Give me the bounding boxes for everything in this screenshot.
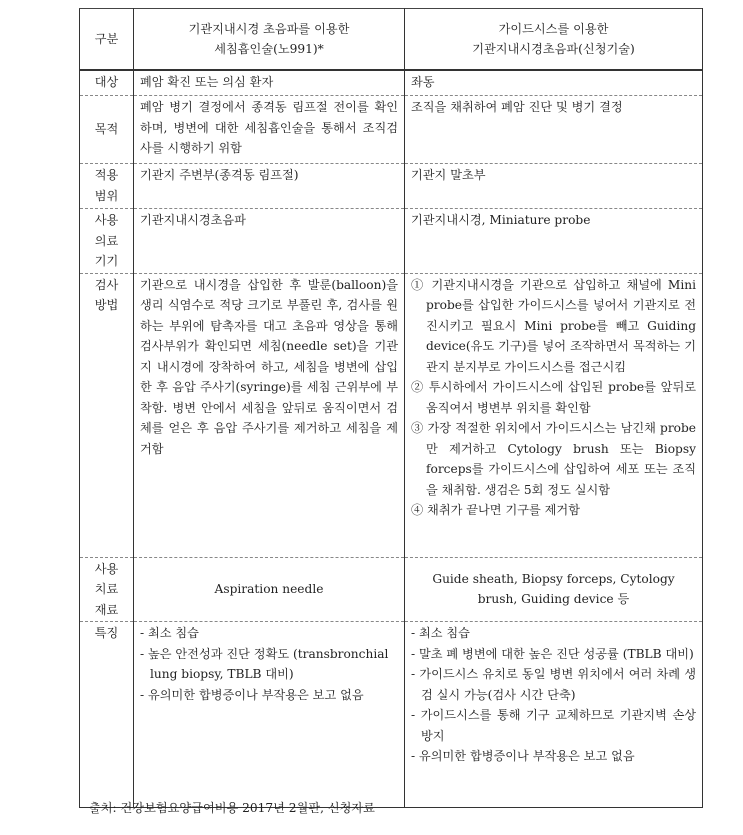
feature-item: - 최소 침습 bbox=[411, 626, 470, 640]
table-row-medical-device bbox=[80, 209, 703, 274]
cell-col2 bbox=[405, 273, 703, 557]
table-row-features bbox=[80, 622, 703, 808]
header-col1-line2: 세침흡인술(노991)* bbox=[214, 42, 324, 56]
header-col1 bbox=[134, 9, 405, 71]
table-header-row bbox=[80, 9, 703, 71]
feature-list-col1 bbox=[140, 623, 398, 705]
cell-col2 bbox=[405, 622, 703, 808]
method-step: ② 투시하에서 가이드시스에 삽입된 probe를 앞뒤로 움직여서 병변부 위치를 확인함 bbox=[411, 380, 696, 415]
row-label: 대상 bbox=[80, 70, 134, 96]
header-col2 bbox=[405, 9, 703, 71]
feature-item: - 유의미한 합병증이나 부작용은 보고 없음 bbox=[411, 749, 635, 763]
method-steps bbox=[411, 275, 696, 521]
row-label: 사용 의료 기기 bbox=[80, 209, 134, 274]
feature-item: - 가이드시스를 통해 기구 교체하므로 기관지벽 손상 방지 bbox=[411, 708, 696, 743]
cell-col1: 기관으로 내시경을 삽입한 후 발룬(balloon)을 생리 식염수로 적당 크기로 부풀린 후, 검사를 원하는 부위에 탐촉자를 대고 초음파 영상을 통해 검사부위가 확인되면 세침(needle set)을 기관지 내시경에 장착하여 하고, 세침을 병변에 삽입한 후 음압 주사기(syringe)를 세침 근위부에 부착함. 병변 안에서 세침을 앞뒤로 움직이면서 검체를 얻은 후 음압 주사기를 제거하고 세침을 제거함 bbox=[134, 273, 405, 557]
header-category: 구분 bbox=[80, 9, 134, 71]
row-label: 검사 방법 bbox=[80, 273, 134, 557]
feature-item: - 가이드시스 유치로 동일 병변 위치에서 여러 차례 생검 실시 가능(검사 시간 단축) bbox=[411, 667, 696, 702]
table-row-method bbox=[80, 273, 703, 557]
cell-col1: 폐암 병기 결정에서 종격동 림프절 전이를 확인하며, 병변에 대한 세침흡인술을 통해서 조직검사를 시행하기 위함 bbox=[134, 96, 405, 164]
cell-col2: 기관지내시경, Miniature probe bbox=[405, 209, 703, 274]
header-col2-line1: 가이드시스를 이용한 bbox=[498, 21, 609, 36]
feature-item: - 최소 침습 bbox=[140, 626, 199, 640]
cell-col1: Aspiration needle bbox=[134, 557, 405, 622]
row-label: 적용 범위 bbox=[80, 164, 134, 209]
row-label: 특징 bbox=[80, 622, 134, 808]
source-note: 출처: 건강보험요양급여비용 2017년 2월판, 신청자료 bbox=[89, 801, 375, 815]
method-step: ④ 채취가 끝나면 기구를 제거함 bbox=[411, 503, 580, 517]
cell-col1: 폐암 확진 또는 의심 환자 bbox=[134, 70, 405, 96]
table-row-scope bbox=[80, 164, 703, 209]
method-step: ③ 가장 적절한 위치에서 가이드시스는 남긴채 probe만 제거하고 Cytology brush 또는 Biopsy forceps를 가이드시스에 삽입하여 세포 또는 조직을 채취함. 생검은 5회 정도 실시함 bbox=[411, 421, 696, 497]
row-label: 목적 bbox=[80, 96, 134, 164]
header-col1-line1: 기관지내시경 초음파를 이용한 bbox=[188, 21, 350, 36]
cell-col2: 좌동 bbox=[405, 70, 703, 96]
table-row-target bbox=[80, 70, 703, 96]
cell-col2: 기관지 말초부 bbox=[405, 164, 703, 209]
feature-list-col2 bbox=[411, 623, 696, 767]
method-step: ① 기관지내시경을 기관으로 삽입하고 채널에 Mini probe를 삽입한 가이드시스를 넣어서 기관지로 전진시키고 필요시 Mini probe를 빼고 Guiding device(유도 기구)를 넣어 조작하면서 목적하는 기관지 분지부로 가이드시스를 접근시킴 bbox=[411, 277, 696, 374]
row-label: 사용 치료 재료 bbox=[80, 557, 134, 622]
header-col2-line2: 기관지내시경초음파(신청기술) bbox=[472, 42, 635, 56]
feature-item: - 말초 폐 병변에 대한 높은 진단 성공률 (TBLB 대비) bbox=[411, 646, 694, 661]
cell-col2: Guide sheath, Biopsy forceps, Cytology brush, Guiding device 등 bbox=[405, 557, 703, 622]
feature-item: - 높은 안전성과 진단 정확도 (transbronchial lung biopsy, TBLB 대비) bbox=[140, 646, 389, 681]
table-row-purpose bbox=[80, 96, 703, 164]
table-row-material bbox=[80, 557, 703, 622]
feature-item: - 유의미한 합병증이나 부작용은 보고 없음 bbox=[140, 687, 364, 702]
comparison-table bbox=[79, 8, 703, 808]
cell-col1: 기관지 주변부(종격동 림프절) bbox=[134, 164, 405, 209]
cell-col1: 기관지내시경초음파 bbox=[134, 209, 405, 274]
cell-col1 bbox=[134, 622, 405, 808]
cell-col2: 조직을 채취하여 폐암 진단 및 병기 결정 bbox=[405, 96, 703, 164]
